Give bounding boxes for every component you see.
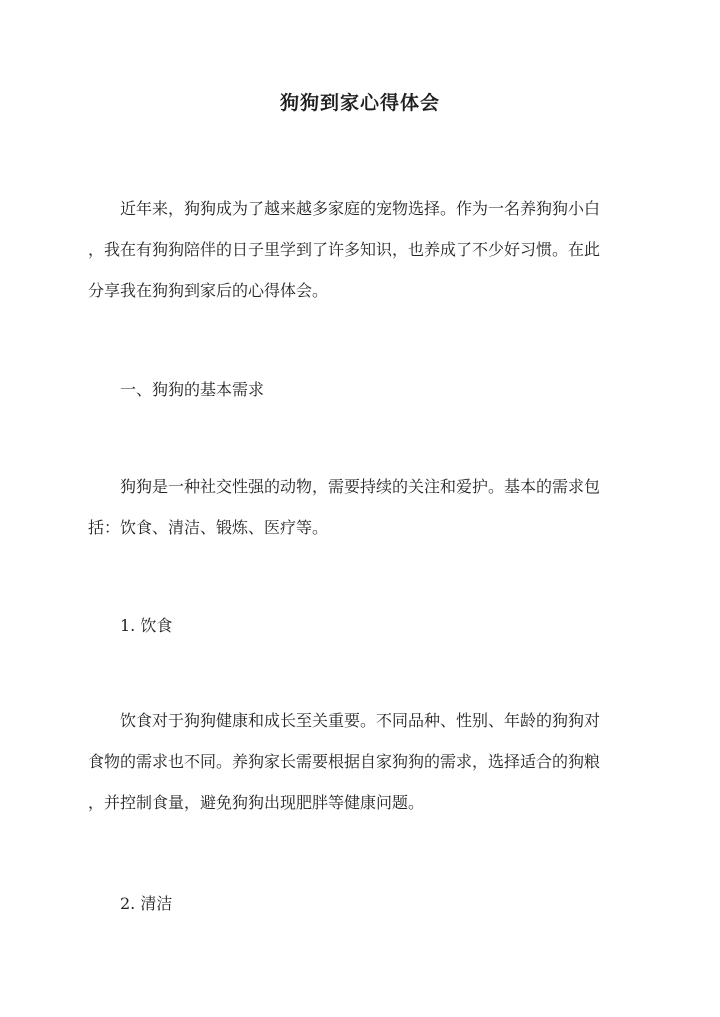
subheading-diet: 1. 饮食 [120,616,173,635]
basic-needs-paragraph [88,466,633,548]
subheading-cleaning: 2. 清洁 [120,894,173,913]
intro-line: ，我在有狗狗陪伴的日子里学到了许多知识，也养成了不少好习惯。在此 [88,240,601,259]
diet-line: 食物的需求也不同。养狗家长需要根据自家狗狗的需求，选择适合的狗粮 [88,752,601,771]
section-heading-basic-needs: 一、狗狗的基本需求 [120,380,265,399]
intro-paragraph [88,188,633,311]
diet-paragraph [88,700,633,823]
basic-needs-line: 括：饮食、清洁、锻炼、医疗等。 [88,518,329,537]
diet-line: 饮食对于狗狗健康和成长至关重要。不同品种、性别、年龄的狗狗对 [120,711,601,730]
document-title: 狗狗到家心得体会 [279,92,440,114]
intro-line: 分享我在狗狗到家后的心得体会。 [88,281,329,300]
diet-line: ，并控制食量，避免狗狗出现肥胖等健康问题。 [88,793,425,812]
intro-line: 近年来，狗狗成为了越来越多家庭的宠物选择。作为一名养狗狗小白 [120,199,601,218]
basic-needs-line: 狗狗是一种社交性强的动物，需要持续的关注和爱护。基本的需求包 [120,477,601,496]
